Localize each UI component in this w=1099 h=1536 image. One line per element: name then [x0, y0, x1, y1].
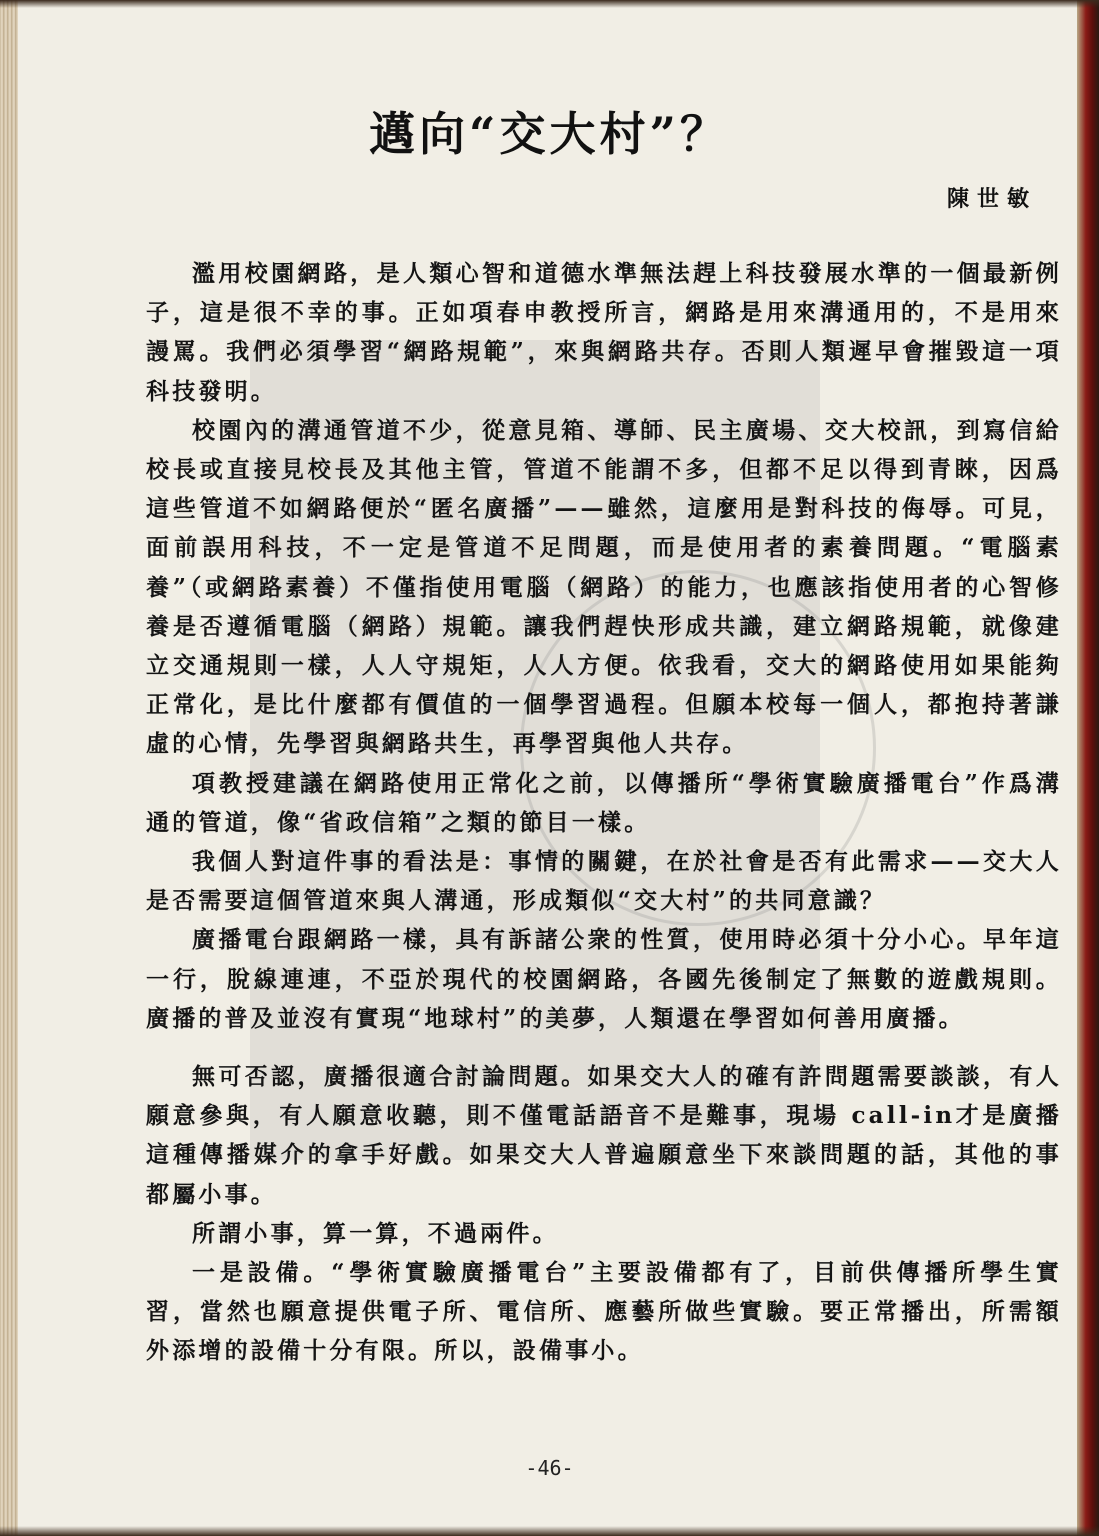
paragraph: 項教授建議在網路使用正常化之前，以傳播所“學術實驗廣播電台”作爲溝通的管道，像“省政信箱”之類的節目一樣。 — [146, 769, 1062, 836]
paragraph: 濫用校園網路，是人類心智和道德水準無法趕上科技發展水準的一個最新例子，這是很不幸的事。正如項春申教授所言，網路是用來溝通用的，不是用來謾罵。我們必須學習“網路規範”，來與網路共存。否則人類遲早會摧毀這一項科技發明。 — [146, 260, 1062, 405]
page-number: -46- — [525, 1456, 574, 1480]
paragraph: 一是設備。“學術實驗廣播電台”主要設備都有了，目前供傳播所學生實習，當然也願意提供電子所、電信所、應藝所做些實驗。要正常播出，所需額外添增的設備十分有限。所以，設備事小。 — [146, 1259, 1062, 1365]
paragraph: 校園內的溝通管道不少，從意見箱、導師、民主廣場、交大校訊，到寫信給校長或直接見校長及其他主管，管道不能謂不多，但都不足以得到青睞，因爲這些管道不如網路便於“匿名廣播”——雖然，這麼用是對科技的侮辱。可見，面前誤用科技，不一定是管道不足問題，而是使用者的素養問題。“電腦素養”（或網路素養）不僅指使用電腦（網路）的能力，也應該指使用者的心智修養是否遵循電腦（網路）規範。讓我們趕快形成共識，建立網路規範，就像建立交通規則一樣，人人守規矩，人人方便。依我看，交大的網路使用如果能夠正常化，是比什麼都有價值的一個學習過程。但願本校每一個人，都抱持著謙虛的心情，先學習與網路共生，再學習與他人共存。 — [146, 416, 1062, 758]
article-body — [146, 254, 1062, 1371]
paragraph: 所謂小事，算一算，不過兩件。 — [192, 1219, 559, 1247]
article-title: 邁向“交大村”？ — [369, 107, 730, 161]
paragraph: 我個人對這件事的看法是：事情的關鍵，在於社會是否有此需求——交大人是否需要這個管道來與人溝通，形成類似“交大村”的共同意識？ — [146, 848, 1062, 915]
author-name: 陳世敏 — [946, 186, 1037, 212]
book-edge-right — [1077, 0, 1099, 1536]
scan-edge-top — [0, 0, 1099, 8]
paragraph: 無可否認，廣播很適合討論問題。如果交大人的確有許問題需要談談，有人願意參與，有人願意收聽，則不僅電話語音不是難事，現場 call-in才是廣播這種傳播媒介的拿手好戲。如果交大人普遍願意坐下來談問題的話，其他的事都屬小事。 — [146, 1063, 1062, 1208]
paragraph: 廣播電台跟網路一樣，具有訴諸公衆的性質，使用時必須十分小心。早年這一行，脫線連連，不亞於現代的校園網路，各國先後制定了無數的遊戲規則。廣播的普及並沒有實現“地球村”的美夢，人類還在學習如何善用廣播。 — [146, 926, 1062, 1032]
book-edge-left — [0, 0, 18, 1536]
scan-edge-bottom — [0, 1526, 1099, 1536]
